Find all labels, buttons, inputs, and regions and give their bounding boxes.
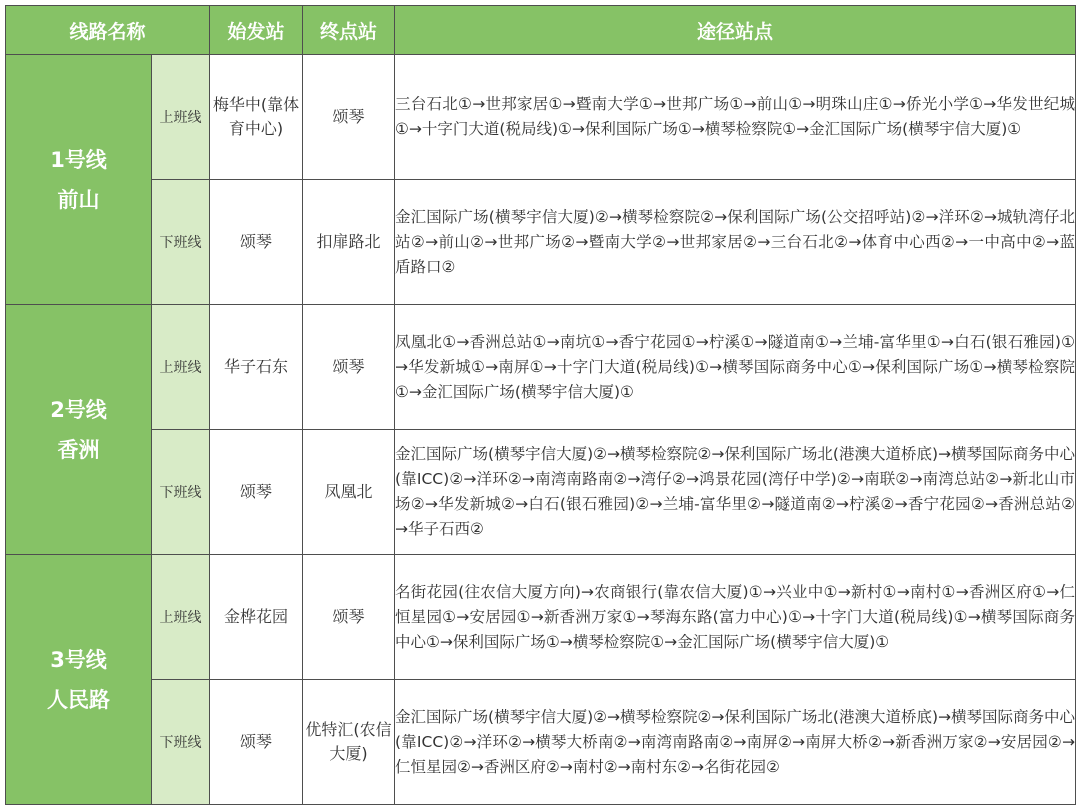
header-row: [6, 6, 1076, 55]
via-stops: 金汇国际广场(横琴宇信大厦)②→横琴检察院②→保利国际广场北(港澳大道桥底)→横琴国际商务中心(靠ICC)②→洋环②→横琴大桥南②→南湾南路南②→南屏②→南屏大桥②→新香洲万家②→安居园②→仁恒星园②→香洲区府②→南村②→南村东②→名街花园②: [395, 680, 1076, 805]
route-row-line1-evening: [6, 180, 1076, 305]
header-line-name: 线路名称: [6, 6, 210, 55]
route-row-line2-evening: [6, 430, 1076, 555]
terminus-station: 颂琴: [303, 55, 395, 180]
line-number: 1号线: [50, 147, 107, 172]
direction-label: 下班线: [152, 430, 210, 555]
terminus-station: 扣扉路北: [303, 180, 395, 305]
via-stops: 三台石北①→世邦家居①→暨南大学①→世邦广场①→前山①→明珠山庄①→侨光小学①→华发世纪城①→十字门大道(税局线)①→保利国际广场①→横琴检察院①→金汇国际广场(横琴宇信大厦)①: [395, 55, 1076, 180]
route-row-line3-evening: [6, 680, 1076, 805]
line-label-3: [6, 555, 152, 805]
route-row-line3-morning: [6, 555, 1076, 680]
bus-route-table: [5, 5, 1076, 805]
line-area: 香洲: [57, 437, 100, 462]
origin-station: 颂琴: [210, 430, 303, 555]
via-stops: 金汇国际广场(横琴宇信大厦)②→横琴检察院②→保利国际广场(公交招呼站)②→洋环②→城轨湾仔北站②→前山②→世邦广场②→暨南大学②→世邦家居②→三台石北②→体育中心西②→一中高中②→蓝盾路口②: [395, 180, 1076, 305]
direction-label: 下班线: [152, 680, 210, 805]
origin-station: 颂琴: [210, 680, 303, 805]
origin-station: 金桦花园: [210, 555, 303, 680]
route-row-line2-morning: [6, 305, 1076, 430]
origin-station: 梅华中(靠体育中心): [210, 55, 303, 180]
origin-station: 华子石东: [210, 305, 303, 430]
terminus-station: 颂琴: [303, 305, 395, 430]
terminus-station: 颂琴: [303, 555, 395, 680]
terminus-station: 凤凰北: [303, 430, 395, 555]
header-origin: 始发站: [210, 6, 303, 55]
line-label-2: [6, 305, 152, 555]
header-via-stops: 途径站点: [395, 6, 1076, 55]
line-number: 3号线: [50, 647, 107, 672]
line-number: 2号线: [50, 397, 107, 422]
via-stops: 金汇国际广场(横琴宇信大厦)②→横琴检察院②→保利国际广场北(港澳大道桥底)→横琴国际商务中心(靠ICC)②→洋环②→南湾南路南②→湾仔②→鸿景花园(湾仔中学)②→南联②→南湾总站②→新北山市场②→华发新城②→白石(银石雅园)②→兰埔-富华里②→隧道南②→柠溪②→香宁花园②→香洲总站②→华子石西②: [395, 430, 1076, 555]
direction-label: 上班线: [152, 305, 210, 430]
header-terminus: 终点站: [303, 6, 395, 55]
direction-label: 上班线: [152, 55, 210, 180]
route-row-line1-morning: [6, 55, 1076, 180]
line-area: 前山: [57, 187, 100, 212]
via-stops: 名街花园(往农信大厦方向)→农商银行(靠农信大厦)①→兴业中①→新村①→南村①→香洲区府①→仁恒星园①→安居园①→新香洲万家①→琴海东路(富力中心)①→十字门大道(税局线)①→横琴国际商务中心①→保利国际广场①→横琴检察院①→金汇国际广场(横琴宇信大厦)①: [395, 555, 1076, 680]
line-area: 人民路: [47, 687, 110, 712]
direction-label: 上班线: [152, 555, 210, 680]
line-label-1: [6, 55, 152, 305]
terminus-station: 优特汇(农信大厦): [303, 680, 395, 805]
via-stops: 凤凰北①→香洲总站①→南坑①→香宁花园①→柠溪①→隧道南①→兰埔-富华里①→白石(银石雅园)①→华发新城①→南屏①→十字门大道(税局线)①→横琴国际商务中心①→保利国际广场①→横琴检察院①→金汇国际广场(横琴宇信大厦)①: [395, 305, 1076, 430]
origin-station: 颂琴: [210, 180, 303, 305]
direction-label: 下班线: [152, 180, 210, 305]
